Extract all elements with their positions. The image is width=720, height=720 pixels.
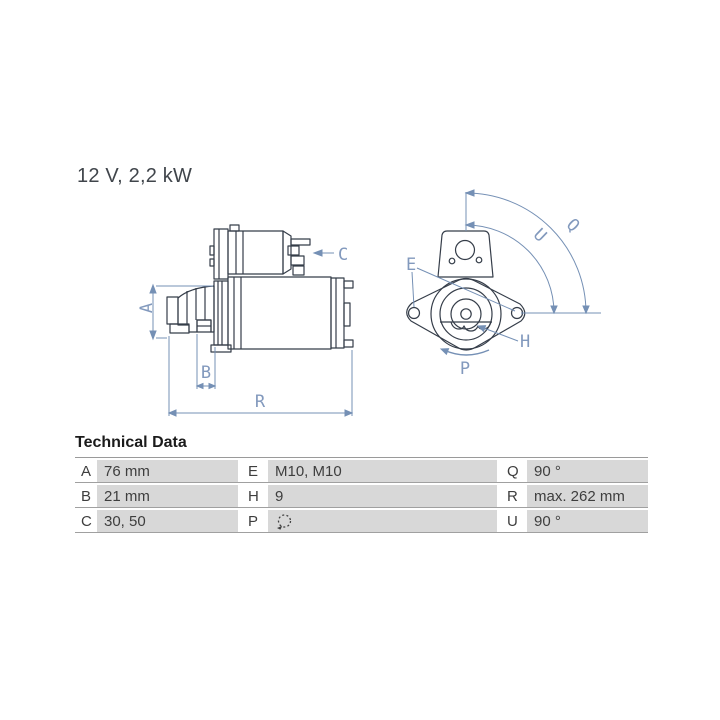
- technical-data-table: [75, 434, 648, 533]
- dim-label-h: H: [520, 332, 531, 352]
- table-key-h: H: [238, 485, 268, 507]
- table-row: [75, 485, 648, 508]
- table-value-c: 30, 50: [97, 510, 238, 532]
- dim-label-e: E: [406, 255, 417, 275]
- table-value-e: M10, M10: [268, 460, 497, 482]
- table-value-r: max. 262 mm: [527, 485, 648, 507]
- dim-label-p: P: [459, 359, 471, 379]
- front-view: [407, 231, 525, 350]
- table-key-c: C: [75, 510, 97, 532]
- table-value-p: [268, 510, 497, 532]
- table-key-a: A: [75, 460, 97, 482]
- dim-label-q: Q: [562, 214, 584, 237]
- table-value-a: 76 mm: [97, 460, 238, 482]
- table-key-r: R: [497, 485, 527, 507]
- dim-label-u: U: [529, 224, 551, 247]
- dim-label-b: B: [200, 363, 212, 383]
- table-value-b: 21 mm: [97, 485, 238, 507]
- dimension-labels: [137, 215, 583, 412]
- counterclockwise-rotation-icon: [275, 513, 293, 530]
- table-key-p: P: [238, 510, 268, 532]
- dim-label-r: R: [254, 392, 266, 412]
- dim-label-c: C: [338, 245, 349, 265]
- dim-label-a: A: [137, 302, 157, 314]
- table-value-h: 9: [268, 485, 497, 507]
- table-title: Technical Data: [75, 434, 648, 458]
- table-value-q: 90 °: [527, 460, 648, 482]
- side-view: [167, 225, 353, 352]
- voltage-power-spec: 12 V, 2,2 kW: [77, 165, 193, 187]
- table-key-e: E: [238, 460, 268, 482]
- table-key-u: U: [497, 510, 527, 532]
- table-value-u: 90 °: [527, 510, 648, 532]
- table-row: [75, 460, 648, 483]
- table-key-q: Q: [497, 460, 527, 482]
- table-row: [75, 510, 648, 533]
- table-key-b: B: [75, 485, 97, 507]
